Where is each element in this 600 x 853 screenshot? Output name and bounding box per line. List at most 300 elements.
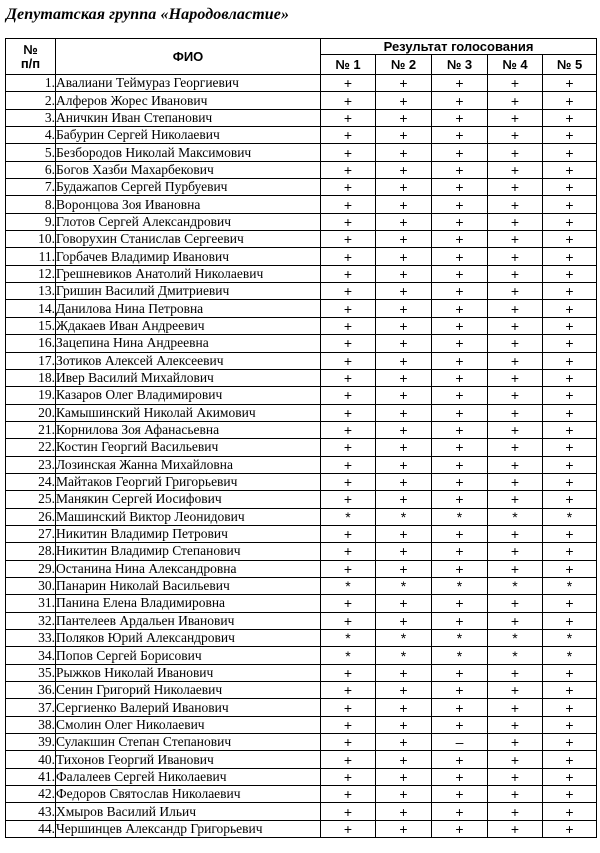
table-row bbox=[6, 231, 597, 248]
vote-3-mark: + bbox=[432, 109, 488, 126]
vote-2-mark: + bbox=[376, 595, 432, 612]
table-row bbox=[6, 612, 597, 629]
voting-result-header: Результат голосования bbox=[321, 39, 597, 55]
row-number: 40. bbox=[6, 751, 56, 768]
table-row bbox=[6, 387, 597, 404]
vote-3-mark: + bbox=[432, 335, 488, 352]
vote-3-mark: + bbox=[432, 317, 488, 334]
deputy-name: Манякин Сергей Иосифович bbox=[56, 491, 321, 508]
row-number: 35. bbox=[6, 664, 56, 681]
vote-5-mark: + bbox=[543, 473, 597, 490]
vote-5-mark: + bbox=[543, 109, 597, 126]
vote-3-mark: + bbox=[432, 595, 488, 612]
vote-1-mark: + bbox=[321, 317, 376, 334]
vote-3-mark: + bbox=[432, 699, 488, 716]
vote-3-mark: + bbox=[432, 473, 488, 490]
vote-3-mark: + bbox=[432, 456, 488, 473]
vote-4-mark: + bbox=[488, 387, 543, 404]
vote-3-mark: + bbox=[432, 265, 488, 282]
vote-1-mark: + bbox=[321, 473, 376, 490]
row-number: 24. bbox=[6, 473, 56, 490]
vote-4-mark: + bbox=[488, 491, 543, 508]
deputy-name: Поляков Юрий Александрович bbox=[56, 630, 321, 647]
row-number: 15. bbox=[6, 317, 56, 334]
row-number: 18. bbox=[6, 369, 56, 386]
deputy-name: Панина Елена Владимировна bbox=[56, 595, 321, 612]
vote-5-mark: + bbox=[543, 352, 597, 369]
vote-3-mark: + bbox=[432, 213, 488, 230]
table-row bbox=[6, 803, 597, 820]
table-row bbox=[6, 491, 597, 508]
vote-2-header: № 2 bbox=[376, 55, 432, 75]
table-row bbox=[6, 265, 597, 282]
vote-5-mark: + bbox=[543, 421, 597, 438]
vote-5-mark: + bbox=[543, 369, 597, 386]
vote-4-mark: + bbox=[488, 75, 543, 92]
row-number: 10. bbox=[6, 231, 56, 248]
vote-5-mark: + bbox=[543, 161, 597, 178]
vote-5-mark: + bbox=[543, 387, 597, 404]
deputy-name: Чершинцев Александр Григорьевич bbox=[56, 820, 321, 837]
vote-1-mark: + bbox=[321, 196, 376, 213]
deputy-name: Машинский Виктор Леонидович bbox=[56, 508, 321, 525]
voting-results-table bbox=[5, 38, 597, 838]
vote-5-mark: + bbox=[543, 751, 597, 768]
vote-2-mark: + bbox=[376, 751, 432, 768]
vote-4-mark: + bbox=[488, 248, 543, 265]
vote-1-mark: + bbox=[321, 595, 376, 612]
vote-5-mark: + bbox=[543, 525, 597, 542]
vote-2-mark: + bbox=[376, 92, 432, 109]
vote-5-mark: + bbox=[543, 92, 597, 109]
vote-1-mark: + bbox=[321, 283, 376, 300]
deputy-name: Рыжков Николай Иванович bbox=[56, 664, 321, 681]
vote-5-mark: + bbox=[543, 699, 597, 716]
table-row bbox=[6, 595, 597, 612]
vote-2-mark: + bbox=[376, 699, 432, 716]
vote-2-mark: + bbox=[376, 560, 432, 577]
row-number: 44. bbox=[6, 820, 56, 837]
row-number: 9. bbox=[6, 213, 56, 230]
vote-1-mark: + bbox=[321, 369, 376, 386]
deputy-name: Лозинская Жанна Михайловна bbox=[56, 456, 321, 473]
vote-2-mark: + bbox=[376, 682, 432, 699]
deputy-name: Алферов Жорес Иванович bbox=[56, 92, 321, 109]
vote-2-mark: + bbox=[376, 491, 432, 508]
vote-5-mark: + bbox=[543, 456, 597, 473]
row-number: 34. bbox=[6, 647, 56, 664]
row-number: 28. bbox=[6, 543, 56, 560]
vote-4-mark: + bbox=[488, 473, 543, 490]
row-number: 3. bbox=[6, 109, 56, 126]
table-row bbox=[6, 716, 597, 733]
vote-1-mark: + bbox=[321, 265, 376, 282]
table-row bbox=[6, 404, 597, 421]
table-row bbox=[6, 647, 597, 664]
vote-3-mark: + bbox=[432, 786, 488, 803]
row-number: 14. bbox=[6, 300, 56, 317]
vote-3-mark: + bbox=[432, 682, 488, 699]
deputy-name: Сенин Григорий Николаевич bbox=[56, 682, 321, 699]
vote-5-mark: + bbox=[543, 716, 597, 733]
vote-5-mark: + bbox=[543, 682, 597, 699]
vote-4-mark: + bbox=[488, 820, 543, 837]
table-row bbox=[6, 283, 597, 300]
vote-5-mark: * bbox=[543, 508, 597, 525]
table-row bbox=[6, 682, 597, 699]
row-number: 22. bbox=[6, 439, 56, 456]
deputy-name: Богов Хазби Махарбекович bbox=[56, 161, 321, 178]
vote-4-mark: + bbox=[488, 196, 543, 213]
vote-1-mark: + bbox=[321, 127, 376, 144]
vote-2-mark: + bbox=[376, 248, 432, 265]
vote-4-mark: + bbox=[488, 456, 543, 473]
deputy-name: Ивер Василий Михайлович bbox=[56, 369, 321, 386]
vote-3-mark: + bbox=[432, 127, 488, 144]
vote-4-mark: + bbox=[488, 369, 543, 386]
deputy-name: Попов Сергей Борисович bbox=[56, 647, 321, 664]
vote-1-mark: + bbox=[321, 387, 376, 404]
vote-1-mark: + bbox=[321, 786, 376, 803]
row-number: 27. bbox=[6, 525, 56, 542]
row-number: 33. bbox=[6, 630, 56, 647]
vote-1-mark: + bbox=[321, 439, 376, 456]
vote-4-mark: + bbox=[488, 265, 543, 282]
vote-4-mark: + bbox=[488, 768, 543, 785]
table-row bbox=[6, 630, 597, 647]
vote-2-mark: + bbox=[376, 543, 432, 560]
deputy-name: Фалалеев Сергей Николаевич bbox=[56, 768, 321, 785]
deputy-name: Аничкин Иван Степанович bbox=[56, 109, 321, 126]
vote-2-mark: + bbox=[376, 213, 432, 230]
table-row bbox=[6, 820, 597, 837]
row-number: 6. bbox=[6, 161, 56, 178]
vote-5-mark: + bbox=[543, 317, 597, 334]
row-number: 37. bbox=[6, 699, 56, 716]
table-row bbox=[6, 439, 597, 456]
vote-5-mark: + bbox=[543, 231, 597, 248]
document-title: Депутатская группа «Народовластие» bbox=[6, 6, 290, 23]
vote-2-mark: + bbox=[376, 716, 432, 733]
table-row bbox=[6, 508, 597, 525]
vote-2-mark: + bbox=[376, 127, 432, 144]
vote-1-mark: + bbox=[321, 144, 376, 161]
row-number: 43. bbox=[6, 803, 56, 820]
table-row bbox=[6, 75, 597, 92]
vote-4-mark: + bbox=[488, 161, 543, 178]
vote-1-mark: + bbox=[321, 75, 376, 92]
vote-2-mark: + bbox=[376, 75, 432, 92]
vote-5-mark: + bbox=[543, 265, 597, 282]
vote-1-mark: + bbox=[321, 231, 376, 248]
row-number: 16. bbox=[6, 335, 56, 352]
vote-2-mark: + bbox=[376, 820, 432, 837]
vote-1-mark: + bbox=[321, 664, 376, 681]
deputy-name: Сергиенко Валерий Иванович bbox=[56, 699, 321, 716]
vote-3-mark: + bbox=[432, 768, 488, 785]
deputy-name: Зацепина Нина Андреевна bbox=[56, 335, 321, 352]
table-row bbox=[6, 196, 597, 213]
vote-1-mark: * bbox=[321, 647, 376, 664]
vote-4-mark: + bbox=[488, 231, 543, 248]
vote-3-mark: + bbox=[432, 525, 488, 542]
table-row bbox=[6, 543, 597, 560]
vote-5-mark: + bbox=[543, 335, 597, 352]
vote-4-header: № 4 bbox=[488, 55, 543, 75]
vote-4-mark: + bbox=[488, 179, 543, 196]
vote-1-mark: * bbox=[321, 630, 376, 647]
vote-1-mark: + bbox=[321, 352, 376, 369]
vote-3-mark: + bbox=[432, 75, 488, 92]
vote-3-mark: + bbox=[432, 179, 488, 196]
vote-4-mark: + bbox=[488, 92, 543, 109]
vote-4-mark: + bbox=[488, 560, 543, 577]
deputy-name: Пантелеев Ардальен Иванович bbox=[56, 612, 321, 629]
row-number: 41. bbox=[6, 768, 56, 785]
vote-5-mark: + bbox=[543, 248, 597, 265]
vote-2-mark: + bbox=[376, 456, 432, 473]
vote-5-mark: + bbox=[543, 560, 597, 577]
row-number: 30. bbox=[6, 577, 56, 594]
vote-1-mark: + bbox=[321, 335, 376, 352]
vote-2-mark: + bbox=[376, 473, 432, 490]
table-row bbox=[6, 786, 597, 803]
vote-2-mark: + bbox=[376, 768, 432, 785]
vote-1-mark: + bbox=[321, 161, 376, 178]
vote-5-header: № 5 bbox=[543, 55, 597, 75]
vote-3-mark: + bbox=[432, 612, 488, 629]
vote-3-mark: + bbox=[432, 231, 488, 248]
table-row bbox=[6, 317, 597, 334]
vote-5-mark: + bbox=[543, 196, 597, 213]
vote-3-mark: + bbox=[432, 820, 488, 837]
vote-5-mark: + bbox=[543, 213, 597, 230]
vote-4-mark: + bbox=[488, 335, 543, 352]
vote-4-mark: + bbox=[488, 109, 543, 126]
row-number: 20. bbox=[6, 404, 56, 421]
vote-5-mark: + bbox=[543, 144, 597, 161]
vote-5-mark: + bbox=[543, 734, 597, 751]
table-row bbox=[6, 248, 597, 265]
vote-1-mark: + bbox=[321, 179, 376, 196]
vote-5-mark: * bbox=[543, 577, 597, 594]
vote-4-mark: * bbox=[488, 577, 543, 594]
deputy-name: Федоров Святослав Николаевич bbox=[56, 786, 321, 803]
row-number: 25. bbox=[6, 491, 56, 508]
deputy-name: Грешневиков Анатолий Николаевич bbox=[56, 265, 321, 282]
vote-1-mark: + bbox=[321, 421, 376, 438]
table-row bbox=[6, 751, 597, 768]
vote-2-mark: + bbox=[376, 317, 432, 334]
table-row bbox=[6, 734, 597, 751]
vote-3-mark: + bbox=[432, 664, 488, 681]
vote-5-mark: + bbox=[543, 786, 597, 803]
vote-4-mark: + bbox=[488, 317, 543, 334]
vote-3-mark: * bbox=[432, 647, 488, 664]
vote-1-mark: + bbox=[321, 109, 376, 126]
vote-2-mark: + bbox=[376, 387, 432, 404]
table-row bbox=[6, 560, 597, 577]
vote-2-mark: + bbox=[376, 803, 432, 820]
vote-1-mark: + bbox=[321, 682, 376, 699]
vote-4-mark: + bbox=[488, 144, 543, 161]
vote-5-mark: + bbox=[543, 820, 597, 837]
vote-3-mark: + bbox=[432, 421, 488, 438]
vote-2-mark: + bbox=[376, 179, 432, 196]
vote-1-mark: + bbox=[321, 300, 376, 317]
vote-4-mark: + bbox=[488, 404, 543, 421]
deputy-name: Говорухин Станислав Сергеевич bbox=[56, 231, 321, 248]
deputy-name: Смолин Олег Николаевич bbox=[56, 716, 321, 733]
row-number: 19. bbox=[6, 387, 56, 404]
deputy-name: Сулакшин Степан Степанович bbox=[56, 734, 321, 751]
vote-4-mark: + bbox=[488, 734, 543, 751]
vote-4-mark: + bbox=[488, 352, 543, 369]
vote-4-mark: + bbox=[488, 439, 543, 456]
table-row bbox=[6, 92, 597, 109]
row-number: 7. bbox=[6, 179, 56, 196]
vote-1-mark: + bbox=[321, 525, 376, 542]
vote-1-header: № 1 bbox=[321, 55, 376, 75]
deputy-name: Казаров Олег Владимирович bbox=[56, 387, 321, 404]
vote-2-mark: + bbox=[376, 196, 432, 213]
vote-2-mark: + bbox=[376, 283, 432, 300]
vote-2-mark: * bbox=[376, 630, 432, 647]
deputy-name: Корнилова Зоя Афанасьевна bbox=[56, 421, 321, 438]
vote-3-mark: + bbox=[432, 803, 488, 820]
deputy-name: Безбородов Николай Максимович bbox=[56, 144, 321, 161]
vote-3-header: № 3 bbox=[432, 55, 488, 75]
deputy-name: Панарин Николай Васильевич bbox=[56, 577, 321, 594]
vote-5-mark: + bbox=[543, 127, 597, 144]
vote-4-mark: + bbox=[488, 716, 543, 733]
vote-1-mark: * bbox=[321, 508, 376, 525]
vote-3-mark: + bbox=[432, 387, 488, 404]
vote-2-mark: + bbox=[376, 144, 432, 161]
vote-2-mark: + bbox=[376, 421, 432, 438]
table-row bbox=[6, 473, 597, 490]
vote-3-mark: + bbox=[432, 352, 488, 369]
vote-4-mark: + bbox=[488, 525, 543, 542]
vote-1-mark: + bbox=[321, 491, 376, 508]
deputy-name: Будажапов Сергей Пурбуевич bbox=[56, 179, 321, 196]
vote-5-mark: + bbox=[543, 75, 597, 92]
vote-1-mark: + bbox=[321, 716, 376, 733]
vote-3-mark: + bbox=[432, 248, 488, 265]
table-row bbox=[6, 369, 597, 386]
vote-4-mark: + bbox=[488, 300, 543, 317]
vote-2-mark: + bbox=[376, 404, 432, 421]
vote-5-mark: + bbox=[543, 543, 597, 560]
vote-2-mark: + bbox=[376, 161, 432, 178]
vote-1-mark: + bbox=[321, 543, 376, 560]
deputy-name: Бабурин Сергей Николаевич bbox=[56, 127, 321, 144]
vote-1-mark: + bbox=[321, 734, 376, 751]
row-number: 5. bbox=[6, 144, 56, 161]
row-number: 4. bbox=[6, 127, 56, 144]
vote-4-mark: * bbox=[488, 630, 543, 647]
vote-5-mark: + bbox=[543, 404, 597, 421]
vote-2-mark: * bbox=[376, 647, 432, 664]
deputy-name: Никитин Владимир Степанович bbox=[56, 543, 321, 560]
vote-4-mark: + bbox=[488, 283, 543, 300]
vote-2-mark: + bbox=[376, 335, 432, 352]
vote-4-mark: + bbox=[488, 612, 543, 629]
table-row bbox=[6, 161, 597, 178]
vote-4-mark: + bbox=[488, 786, 543, 803]
vote-5-mark: * bbox=[543, 647, 597, 664]
row-number: 12. bbox=[6, 265, 56, 282]
vote-4-mark: + bbox=[488, 595, 543, 612]
vote-4-mark: * bbox=[488, 647, 543, 664]
row-number: 39. bbox=[6, 734, 56, 751]
vote-1-mark: + bbox=[321, 404, 376, 421]
vote-5-mark: + bbox=[543, 595, 597, 612]
vote-3-mark: + bbox=[432, 369, 488, 386]
table-row bbox=[6, 300, 597, 317]
deputy-name: Майтаков Георгий Григорьевич bbox=[56, 473, 321, 490]
vote-4-mark: * bbox=[488, 508, 543, 525]
fio-column-header: ФИО bbox=[56, 39, 321, 75]
vote-1-mark: + bbox=[321, 456, 376, 473]
vote-2-mark: + bbox=[376, 369, 432, 386]
vote-1-mark: + bbox=[321, 92, 376, 109]
row-number: 11. bbox=[6, 248, 56, 265]
table-row bbox=[6, 335, 597, 352]
deputy-name: Воронцова Зоя Ивановна bbox=[56, 196, 321, 213]
vote-5-mark: * bbox=[543, 630, 597, 647]
table-row bbox=[6, 699, 597, 716]
vote-3-mark: * bbox=[432, 630, 488, 647]
vote-2-mark: + bbox=[376, 612, 432, 629]
row-number: 31. bbox=[6, 595, 56, 612]
vote-5-mark: + bbox=[543, 439, 597, 456]
vote-3-mark: + bbox=[432, 92, 488, 109]
vote-3-mark: + bbox=[432, 543, 488, 560]
vote-3-mark: + bbox=[432, 716, 488, 733]
vote-2-mark: + bbox=[376, 300, 432, 317]
vote-3-mark: + bbox=[432, 560, 488, 577]
deputy-name: Зотиков Алексей Алексеевич bbox=[56, 352, 321, 369]
vote-2-mark: + bbox=[376, 664, 432, 681]
vote-4-mark: + bbox=[488, 682, 543, 699]
vote-4-mark: + bbox=[488, 699, 543, 716]
table-row bbox=[6, 456, 597, 473]
vote-5-mark: + bbox=[543, 664, 597, 681]
row-number: 1. bbox=[6, 75, 56, 92]
table-row bbox=[6, 421, 597, 438]
number-header-bottom: п/п bbox=[20, 55, 41, 71]
vote-5-mark: + bbox=[543, 491, 597, 508]
vote-3-mark: + bbox=[432, 283, 488, 300]
vote-5-mark: + bbox=[543, 612, 597, 629]
vote-1-mark: + bbox=[321, 768, 376, 785]
row-number: 29. bbox=[6, 560, 56, 577]
vote-2-mark: + bbox=[376, 525, 432, 542]
deputy-name: Костин Георгий Васильевич bbox=[56, 439, 321, 456]
vote-1-mark: + bbox=[321, 560, 376, 577]
row-number: 32. bbox=[6, 612, 56, 629]
vote-4-mark: + bbox=[488, 803, 543, 820]
vote-4-mark: + bbox=[488, 421, 543, 438]
vote-3-mark: + bbox=[432, 404, 488, 421]
table-row bbox=[6, 127, 597, 144]
vote-1-mark: + bbox=[321, 751, 376, 768]
table-row bbox=[6, 213, 597, 230]
vote-4-mark: + bbox=[488, 213, 543, 230]
deputy-name: Никитин Владимир Петрович bbox=[56, 525, 321, 542]
row-number: 17. bbox=[6, 352, 56, 369]
